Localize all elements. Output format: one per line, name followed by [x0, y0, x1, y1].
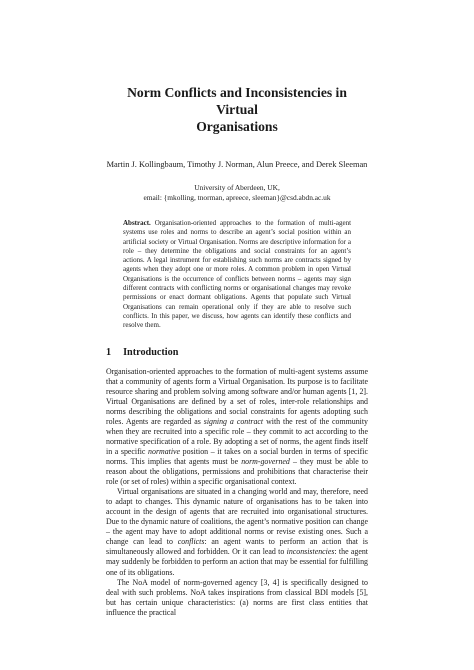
- section-heading-introduction: [106, 346, 368, 359]
- email: email: {mkolling, tnorman, apreece, sleeman}@csd.abdn.ac.uk: [143, 193, 331, 202]
- p1-text-a: Organisation-oriented approaches to the formation of multi-agent systems assume that a community of agents form a Virtual Organisation. Its purpose is to facilitate resource sharing and problem solving among software and/or human agents [1, 2]. Virtual Organisations are defined by a set of roles, inter-role relationships and norms describing the obligations and social constraints for agents adopting such roles. Agents are regarded as: [106, 366, 368, 426]
- section-number: 1: [106, 346, 112, 358]
- p2-text-b: : an agent wants to perform an action that is simultaneously allowed and forbidden. Or it can lead to: [106, 537, 368, 557]
- p1-emphasis-3: norm-governed: [241, 456, 290, 466]
- p2-text-a: Virtual organisations are situated in a changing world and may, therefore, need to adapt to changes. This dynamic nature of organisations has to be taken into account in the design of agents that are recruited into organisational structures. Due to the dynamic nature of coalitions, the agent’s normative position can change – the agent may have to adopt additional norms or revise existing ones. Such a change can lead to: [106, 487, 368, 547]
- title-line-2: Organisations: [196, 119, 278, 134]
- paper-title: [106, 84, 368, 135]
- paragraph-3: The NoA model of norm-governed agency [3, 4] is specifically designed to deal with such problems. NoA takes inspirations from classical BDI models [5], but has certain unique characteristics: (a) norms are first class entities that influence the practical: [106, 577, 368, 617]
- paragraph-1: [106, 367, 368, 488]
- p2-emphasis-1: conflicts: [177, 537, 205, 547]
- p2-emphasis-2: inconsistencies: [286, 547, 335, 557]
- affiliation: University of Aberdeen, UK,: [194, 183, 280, 192]
- p1-emphasis-1: signing a contract: [203, 416, 264, 426]
- paragraph-2: [106, 487, 368, 577]
- p1-emphasis-2: normative: [148, 446, 181, 456]
- p2-text-c: : the agent may suddenly be forbidden to perform an action that may be essential for fulfilling one of its obligations.: [106, 547, 368, 577]
- author-list: Martin J. Kollingbaum, Timothy J. Norman, Alun Preece, and Derek Sleeman: [106, 160, 368, 169]
- p1-text-b: with the rest of the community when they are recruited into a specific role – they commit to act according to the normative specification of a role. By adopting a set of norms, the agent finds itself in a specific: [106, 416, 368, 456]
- p1-text-c: position – it takes on a social burden in terms of specific norms. This implies that agents must be: [106, 446, 368, 466]
- abstract: [123, 219, 351, 331]
- affiliation-block: [106, 183, 368, 203]
- title-line-1: Norm Conflicts and Inconsistencies in Virtual: [127, 85, 347, 117]
- abstract-text: Organisation-oriented approaches to the formation of multi-agent systems use roles and norms to describe an agent’s social position within an artificial society or Virtual Organisation. Norms are descriptive information for a role – they determine the obligations and social constraints for an agent’s actions. A legal instrument for establishing such norms are contracts signed by agents when they adopt one or more roles. A common problem in open Virtual Organisations is the occurrence of conflicts between norms – agents may sign different contracts with conflicting norms or organisational changes may revoke permissions or enact dormant obligations. Agents that populate such Virtual Organisations can remain operational only if they are able to resolve such conflicts. In this paper, we discuss, how agents can identify these conflicts and resolve them.: [123, 219, 352, 330]
- section-title: Introduction: [123, 346, 179, 358]
- abstract-label: Abstract.: [123, 219, 151, 227]
- p1-text-d: – they must be able to reason about the obligations, permissions and prohibitions that characterise their role (or set of roles) within a specific organisational context.: [106, 456, 368, 487]
